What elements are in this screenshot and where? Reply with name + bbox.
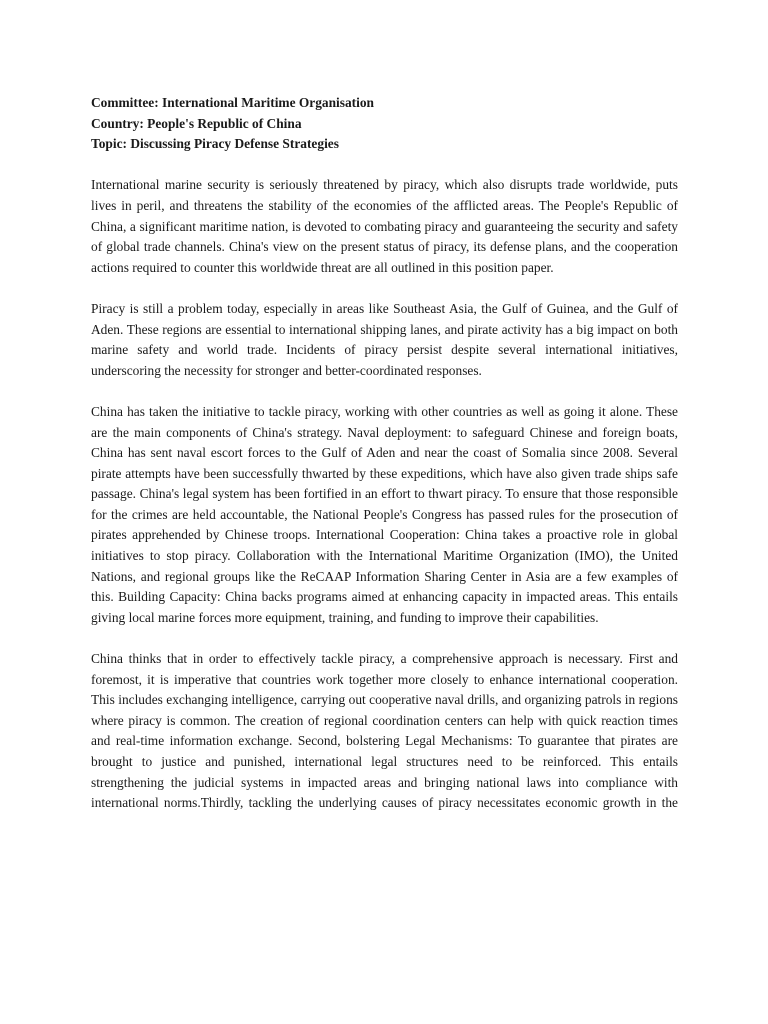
paragraph-introduction: International marine security is seriously threatened by piracy, which also disrupts trade worldwide, puts lives in peril, and threatens the stability of the economies of the afflicted areas. The People's Republic of China, a significant maritime nation, is devoted to combating piracy and guaranteeing the security and safety of global trade channels. China's view on the present status of piracy, its defense plans, and the cooperation actions required to counter this worldwide threat are all outlined in this position paper.: [91, 177, 678, 275]
topic-line: Topic: Discussing Piracy Defense Strategies: [91, 136, 339, 152]
country-line: Country: People's Republic of China: [91, 115, 302, 131]
paragraph-comprehensive-approach: China thinks that in order to effectively tackle piracy, a comprehensive approach is necessary. First and foremost, it is imperative that countries work together more closely to enhance international cooperation. This includes exchanging intelligence, carrying out cooperative naval drills, and organizing patrols in regions where piracy is common. The creation of regional coordination centers can help with quick reaction times and real-time information exchange. Second, bolstering Legal Mechanisms: To guarantee that pirates are brought to justice and punished, international legal structures need to be reinforced. This entails strengthening the judicial systems in impacted areas and bringing national laws into compliance with international norms.Thirdly, tackling the underlying causes of piracy necessitates economic growth in the: [91, 651, 678, 811]
paper-header: [91, 93, 678, 155]
paragraph-china-strategy: China has taken the initiative to tackle piracy, working with other countries as well as going it alone. These are the main components of China's strategy. Naval deployment: to safeguard Chinese and foreign boats, China has sent naval escort forces to the Gulf of Aden and near the coast of Somalia since 2008. Several pirate attempts have been successfully thwarted by these expeditions, which have also given trade ships safe passage. China's legal system has been fortified in an effort to thwart piracy. To ensure that those responsible for the crimes are held accountable, the National People's Congress has passed rules for the prosecution of pirates apprehended by Chinese troops. International Cooperation: China takes a proactive role in global initiatives to stop piracy. Collaboration with the International Maritime Organization (IMO), the United Nations, and regional groups like the ReCAAP Information Sharing Center in Asia are a few examples of this. Building Capacity: China backs programs aimed at enhancing capacity in impacted areas. This entails giving local marine forces more equipment, training, and funding to improve their capabilities.: [91, 403, 678, 625]
committee-line: Committee: International Maritime Organisation: [91, 95, 375, 110]
position-paper: [91, 93, 678, 814]
paragraph-current-situation: Piracy is still a problem today, especially in areas like Southeast Asia, the Gulf of Guinea, and the Gulf of Aden. These regions are essential to international shipping lanes, and pirate activity has a big impact on both marine safety and world trade. Incidents of piracy persist despite several international initiatives, underscoring the necessity for stronger and better-coordinated responses.: [91, 300, 678, 378]
